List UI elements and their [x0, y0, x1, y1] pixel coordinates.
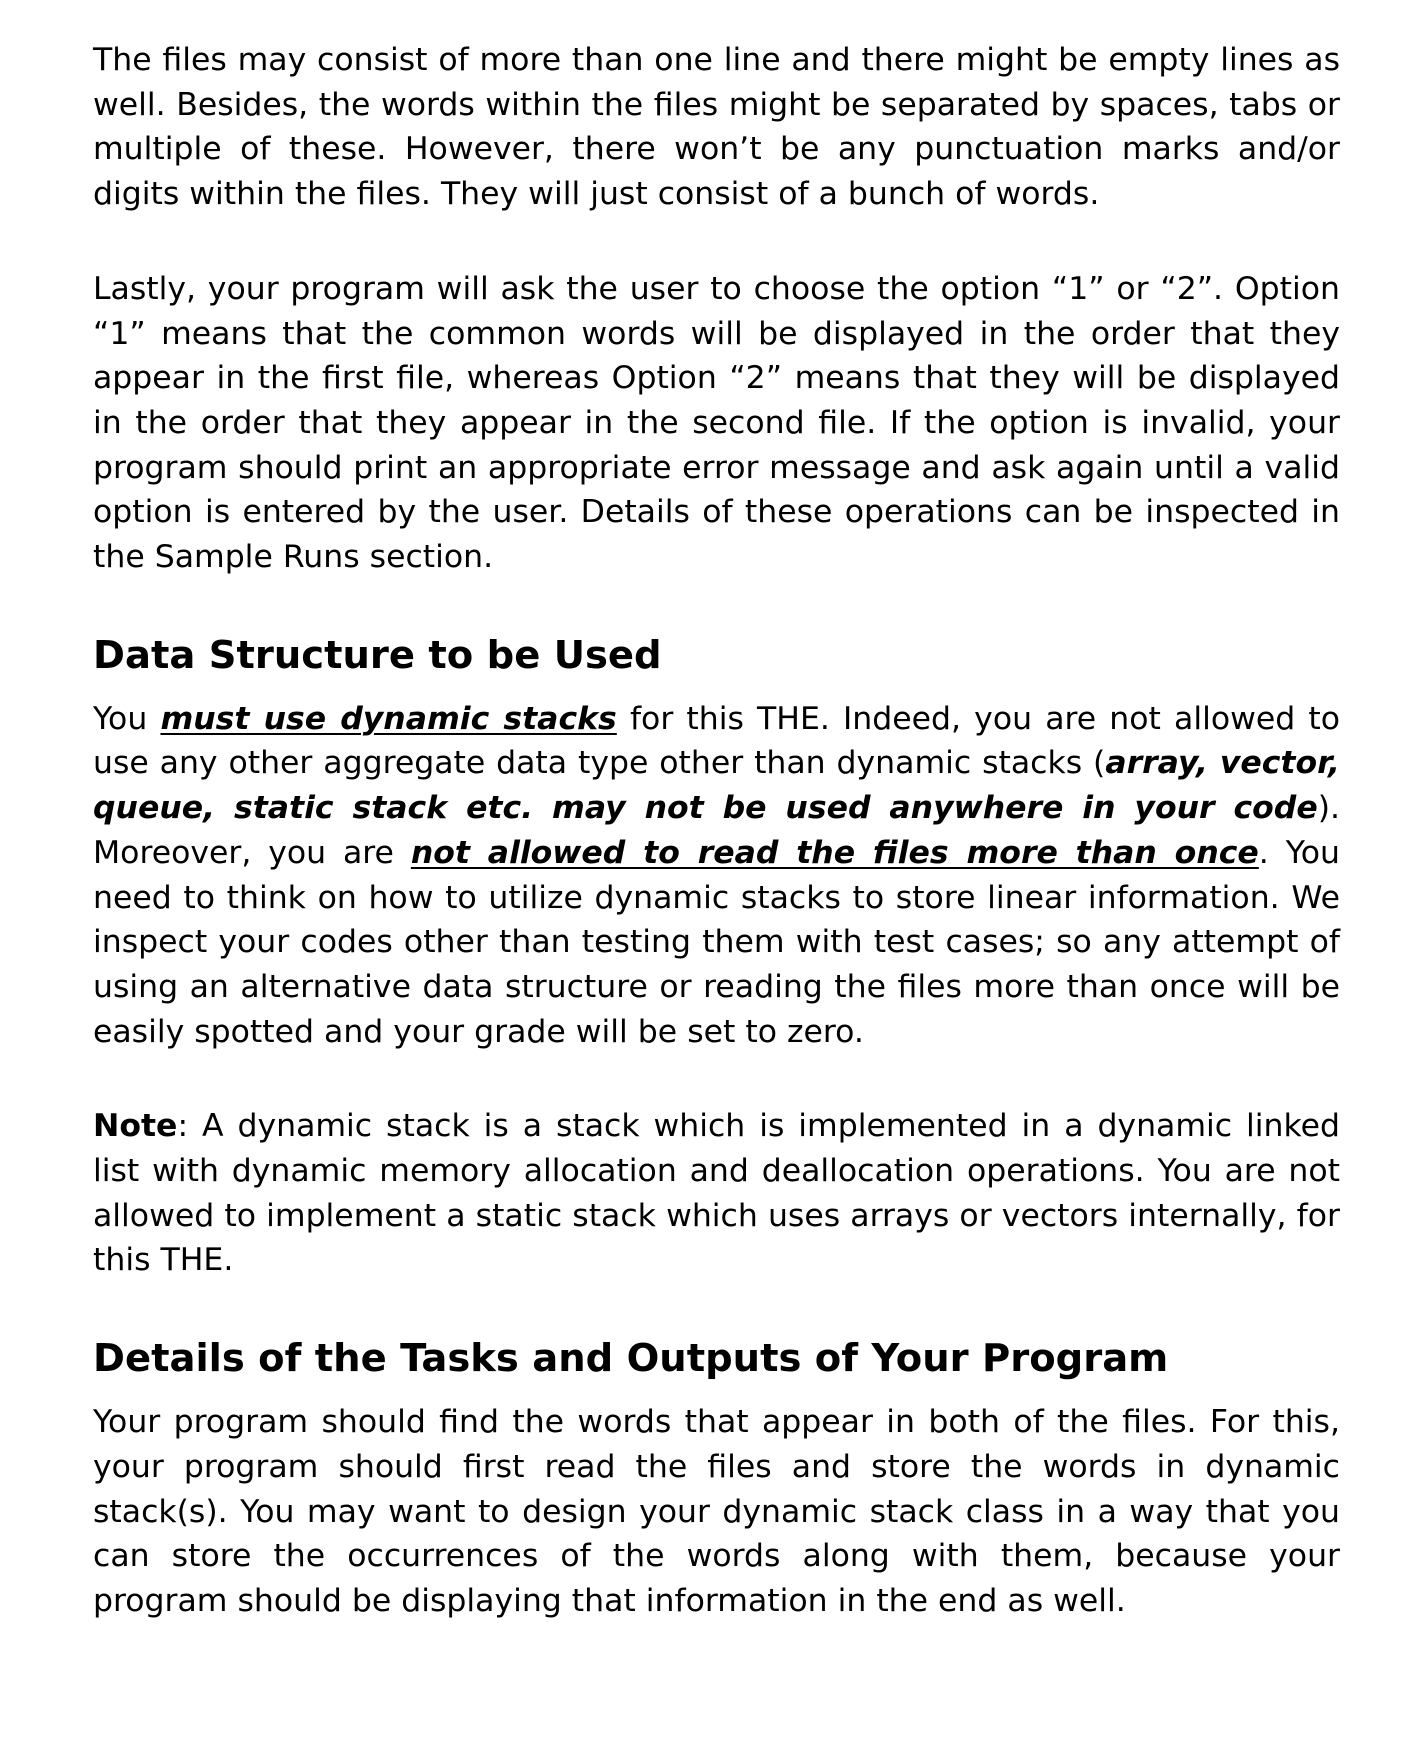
paragraph-tasks: Your program should find the words that appear in both of the files. For this, your program should first read the files and store the words in dynamic stack(s). You may want to design your dynamic stack class in a way that you can store the occurrences of the words along with them, because your program should be displaying that information in the end as well. — [93, 1404, 1340, 1619]
document-page — [93, 38, 1340, 1624]
heading-data-structure: Data Structure to be Used — [93, 632, 662, 678]
paragraph-data-structure — [93, 697, 1340, 1055]
heading-tasks-outputs: Details of the Tasks and Outputs of Your Program — [93, 1336, 1169, 1382]
text-segment: You — [93, 700, 161, 737]
text-segment: ). Moreover, you are — [93, 790, 1340, 871]
emphasis-read-once: not allowed to read the files more than once — [410, 834, 1259, 871]
note-text: : A dynamic stack is a stack which is implemented in a dynamic linked list with dynamic memory allocation and deallocation operations. You are not allowed to implement a static stack which uses arrays or vectors internally, for this THE. — [93, 1108, 1340, 1279]
paragraph-note — [93, 1104, 1340, 1283]
paragraph-options: Lastly, your program will ask the user to choose the option “1” or “2”. Option “1” means that the common words will be displayed in the order that they appear in the first file, whereas Option “2” means that they will be displayed in the order that they appear in the second file. If the option is invalid, your program should print an appropriate error message and ask again until a valid option is entered by the user. Details of these operations can be inspected in the Sample Runs section. — [93, 270, 1340, 576]
paragraph-file-format: The files may consist of more than one line and there might be empty lines as well. Besides, the words within the files might be separated by spaces, tabs or multiple of these. However, there won’t be any punctuation marks and/or digits within the files. They will just consist of a bunch of words. — [93, 42, 1340, 213]
emphasis-must-use-dynamic-stacks: must use dynamic stacks — [160, 700, 617, 737]
emphasis-disallowed-types: array, vector, queue, static stack etc. may not be used anywhere in your code — [93, 745, 1340, 827]
text-segment: . You need to think on how to utilize dynamic stacks to store linear information. We inspect your codes other than testing them with test cases; so any attempt of using an alternative data structure or reading the files more than once will be easily spotted and your grade will be set to zero. — [93, 834, 1340, 1050]
note-label: Note — [93, 1108, 178, 1145]
text-segment: for this THE. Indeed, you are not allowed to use any other aggregate data type other than dynamic stacks ( — [93, 700, 1340, 782]
